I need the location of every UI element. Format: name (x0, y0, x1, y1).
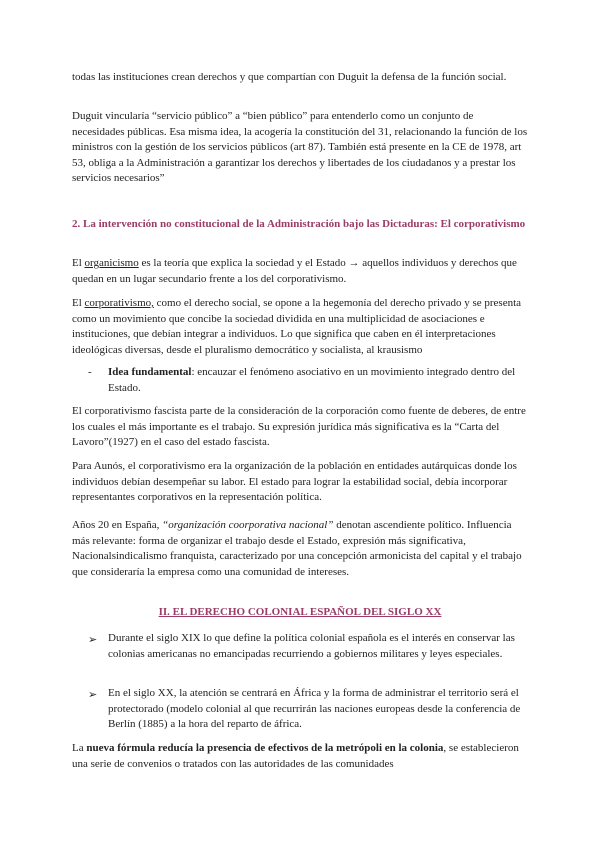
term-organicismo: organicismo (84, 257, 139, 269)
paragraph-corporativismo-fascista: El corporativismo fascista parte de la consideración de la corporación como fuente de deberes, de entre los cuales el más importante es el trabajo. Su expresión jurídica más significativa es la “Carta del Lavoro”(1927) en el caso del estado fascista. (72, 405, 526, 448)
section-heading-derecho-colonial: II. EL DERECHO COLONIAL ESPAÑOL DEL SIGLO XX (158, 606, 442, 618)
idea-fundamental-label: Idea fundamental (108, 366, 192, 378)
arrow-bullet-icon: ➢ (88, 633, 98, 646)
bullet-siglo-xx: En el siglo XX, la atención se centrará en África y la forma de administrar el territorio será el protectorado (modelo colonial al que recurrirán las naciones europeas desde la conferencia de Berlín (1885) a la hora del reparto de áfrica. (108, 687, 521, 730)
bold-nueva-formula: nueva fórmula reducía la presencia de efectivos de la metrópoli en la colonia (86, 742, 444, 754)
paragraph-nueva-formula: La nueva fórmula reducía la presencia de efectivos de la metrópoli en la colonia, se establecieron una serie de convenios o tratados con las autoridades de las comunidades (72, 742, 519, 770)
dash-bullet-marker: - (88, 366, 92, 378)
arrow-bullet-icon: ➢ (88, 688, 98, 701)
bullet-idea-fundamental: Idea fundamental: encauzar el fenómeno asociativo en un movimiento integrado dentro del Estado. (108, 366, 516, 394)
quote-organizacion-corporativa: “organización coorporativa nacional” (162, 519, 334, 531)
bullet-siglo-xix: Durante el siglo XIX lo que define la política colonial española es el interés en conservar las colonias americanas no emancipadas recurriendo a gobiernos militares y leyes especiales. (108, 632, 515, 660)
section-heading-corporativismo: 2. La intervención no constitucional de la Administración bajo las Dictaduras: El corporativismo (72, 218, 526, 230)
paragraph-corporativismo: El corporativismo, como el derecho social, se opone a la hegemonía del derecho privado y se presenta como un movimiento que concibe la sociedad dividida en una multiplicidad de asociaciones e instituciones, que debían integrar a individuos. Lo que significa que caben en él interpretaciones ideológicas diversas, desde el pluralismo democrático y socialista, al krausismo (72, 297, 522, 356)
paragraph-anos-20: Años 20 en España, “organización coorporativa nacional” denotan ascendiente político. Influencia más relevante: forma de organizar el trabajo desde el Estado, expresión más significativa, Nacionalsindicalismo franquista, caracterizado por una concepción armonicista del capital y el trabajo que consideraría la empresa como una comunidad de intereses. (72, 519, 522, 578)
paragraph-aunos: Para Aunós, el corporativismo era la organización de la población en entidades autárquicas donde los individuos debían desempeñar su labor. El estado para lograr la estabilidad social, debía incorporar representantes corporativos en la representación política. (72, 460, 517, 503)
paragraph-duguit: Duguit vincularía “servicio público” a “bien público” para entenderlo como un conjunto de necesidades públicas. Esa misma idea, la acogería la constitución del 31, relacionando la función de los ministros con la gestión de los servicios públicos (art 87). También está presente en la CE de 1978, art 53, obliga a la Administración a garantizar los derechos y libertades de los ciudadanos y a prestar los servicios necesarios” (72, 110, 528, 184)
paragraph-organicismo: El organicismo es la teoría que explica la sociedad y el Estado → aquellos individuos y derechos que quedan en un lugar secundario frente a los del corporativismo. (72, 257, 517, 285)
term-corporativismo: corporativismo, (84, 297, 154, 309)
paragraph-funcion-social: todas las instituciones crean derechos y que compartían con Duguit la defensa de la función social. (72, 71, 507, 83)
